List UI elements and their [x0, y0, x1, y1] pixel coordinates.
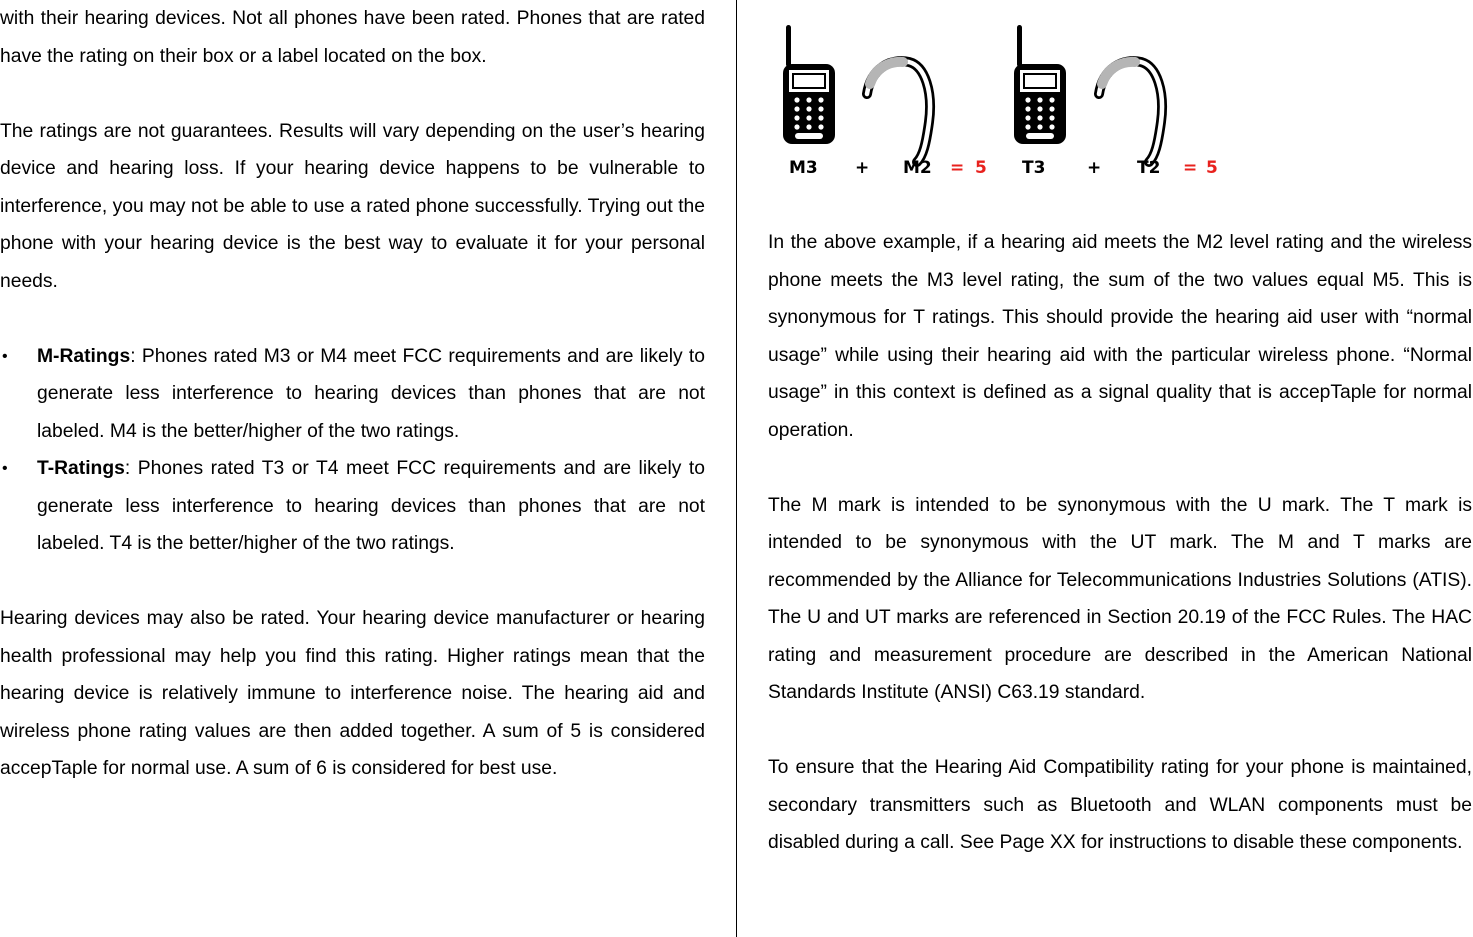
equals-sign: =	[950, 158, 965, 178]
rating-sum: 5	[975, 158, 987, 178]
hearing-aid-icon	[867, 61, 930, 162]
paragraph-gap	[768, 449, 1472, 487]
bullet-term: T-Ratings	[37, 458, 125, 479]
left-column	[0, 0, 705, 788]
plus-sign: +	[855, 158, 870, 178]
column-divider	[736, 0, 737, 937]
bullet-icon: •	[2, 460, 8, 477]
aid-rating-label: M2	[903, 158, 932, 178]
ratings-bullet-list	[0, 338, 705, 563]
paragraph-rated-phones: with their hearing devices. Not all phones have been rated. Phones that are rated have the rating on their box or a label located on the box.	[0, 8, 705, 67]
paragraph-hearing-devices-rated: Hearing devices may also be rated. Your hearing device manufacturer or hearing health professional may help you find this rating. Higher ratings mean that the hearing device is relatively immune to interference noise. The hearing aid and wireless phone rating values are then added together. A sum of 5 is considered accepTaple for normal use. A sum of 6 is considered for best use.	[0, 608, 705, 779]
phone-rating-label: M3	[789, 158, 818, 178]
bullet-m-ratings	[0, 338, 705, 451]
right-column	[768, 224, 1472, 862]
paragraph-gap	[0, 75, 705, 113]
bullet-icon: •	[2, 347, 8, 365]
bullet-text: : Phones rated M3 or M4 meet FCC requirements and are likely to generate less interference to hearing devices than phones that are not labeled. M4 is the better/higher of the two ratings.	[37, 345, 705, 442]
plus-sign: +	[1087, 158, 1102, 178]
paragraph-example-explanation: In the above example, if a hearing aid meets the M2 level rating and the wireless phone meets the M3 level rating, the sum of the two values equal M5. This is synonymous for T ratings. This should provide the hearing aid user with “normal usage” while using their hearing aid with the particular wireless phone. “Normal usage” in this context is defined as a signal quality that is accepTaple for normal operation.	[768, 232, 1472, 441]
equals-sign: =	[1183, 158, 1198, 178]
paragraph-gap	[0, 563, 705, 601]
rating-sum: 5	[1206, 158, 1218, 178]
bullet-term: M-Ratings	[37, 345, 131, 367]
hearing-aid-icon	[1099, 61, 1162, 162]
phone-rating-label: T3	[1022, 158, 1046, 178]
aid-rating-label: T2	[1137, 158, 1161, 178]
cell-phone-icon	[1014, 25, 1066, 144]
paragraph-gap	[768, 712, 1472, 750]
bullet-text: : Phones rated T3 or T4 meet FCC requirements and are likely to generate less interference to hearing devices than phones that are not labeled. T4 is the better/higher of the two ratings.	[37, 458, 705, 554]
bullet-t-ratings	[0, 450, 705, 563]
paragraph-m-t-marks: The M mark is intended to be synonymous with the U mark. The T mark is intended to be synonymous with the UT mark. The M and T marks are recommended by the Alliance for Telecommunications Industries Solutions (ATIS). The U and UT marks are referenced in Section 20.19 of the FCC Rules. The HAC rating and measurement procedure are described in the American National Standards Institute (ANSI) C63.19 standard.	[768, 494, 1472, 703]
paragraph-ratings-not-guarantees: The ratings are not guarantees. Results will vary depending on the user’s hearing device and hearing loss. If your hearing device happens to be vulnerable to interference, you may not be able to use a rated phone successfully. Trying out the phone with your hearing device is the best way to evaluate it for your personal needs.	[0, 120, 705, 292]
cell-phone-icon	[783, 25, 835, 144]
paragraph-gap	[0, 300, 705, 338]
paragraph-secondary-transmitters: To ensure that the Hearing Aid Compatibility rating for your phone is maintained, secondary transmitters such as Bluetooth and WLAN components must be disabled during a call. See Page XX for instructions to disable these components.	[768, 757, 1472, 853]
rating-example-figure	[775, 20, 1235, 185]
